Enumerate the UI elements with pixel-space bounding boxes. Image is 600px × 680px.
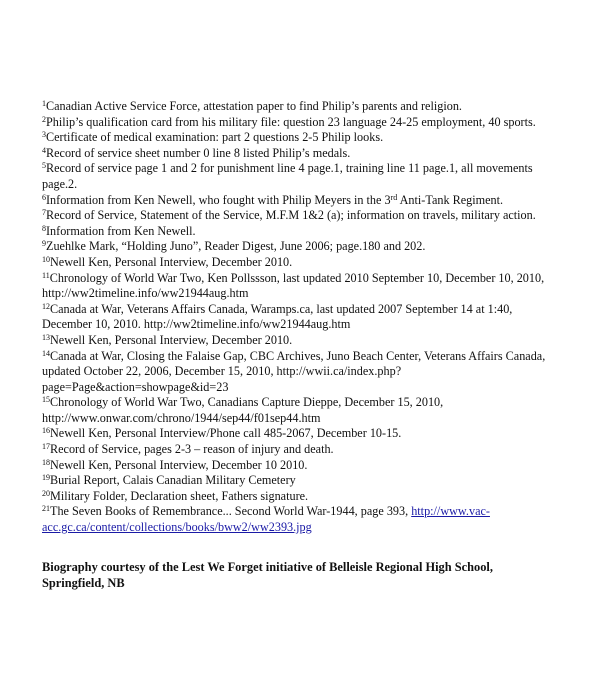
footnote-text: Canada at War, Closing the Falaise Gap, CBC Archives, Juno Beach Center, Veterans Affairs Canada, updated October 22, 2006, December 15, 2010, http://wwii.ca/index.php?page=Page&action=showpage&id=23 bbox=[42, 348, 546, 394]
footnote-text: Chronology of World War Two, Ken Pollssson, last updated 2010 September 10, December 10, 2010, http://ww2timeline.info/ww21944aug.htm bbox=[42, 270, 545, 301]
footnote-text: Burial Report, Calais Canadian Military Cemetery bbox=[50, 473, 296, 488]
footnote-text: Certificate of medical examination: part 2 questions 2-5 Philip looks. bbox=[46, 130, 384, 145]
footnote bbox=[42, 255, 552, 271]
footnote-number: 12 bbox=[42, 301, 50, 311]
footnotes-list bbox=[42, 99, 552, 536]
footnote-text: Newell Ken, Personal Interview/Phone call 485-2067, December 10-15. bbox=[50, 426, 402, 441]
footnote-text: Record of Service, pages 2-3 – reason of injury and death. bbox=[50, 442, 334, 457]
footnote-number: 13 bbox=[42, 332, 50, 342]
footnote bbox=[42, 504, 552, 535]
footnote-text: Military Folder, Declaration sheet, Fathers signature. bbox=[50, 488, 309, 503]
footnote-ordinal-suffix: rd bbox=[390, 192, 398, 202]
footnote-number: 6 bbox=[42, 192, 46, 202]
footnote bbox=[42, 458, 552, 474]
footnote-number: 9 bbox=[42, 239, 46, 249]
footnote-number: 14 bbox=[42, 348, 50, 358]
footnote bbox=[42, 442, 552, 458]
footnote-text: Philip’s qualification card from his military file: question 23 language 24-25 employment, 40 sports. bbox=[46, 114, 536, 129]
footnote-number: 19 bbox=[42, 473, 50, 483]
footnote bbox=[42, 115, 552, 131]
footnote-number: 7 bbox=[42, 208, 46, 218]
footnote bbox=[42, 395, 552, 426]
footnote bbox=[42, 271, 552, 302]
footnote-text: Record of Service, Statement of the Service, M.F.M 1&2 (a); information on travels, military action. bbox=[46, 208, 536, 223]
footnote-number: 2 bbox=[42, 114, 46, 124]
footnote bbox=[42, 473, 552, 489]
footnote-text: The Seven Books of Remembrance... Second World War-1944, page 393, bbox=[50, 504, 412, 519]
footnote-source-link[interactable]: http://www.vac-acc.gc.ca/content/collections/books/bww2/ww2393.jpg bbox=[42, 504, 490, 535]
footnote-text: Canadian Active Service Force, attestation paper to find Philip’s parents and religion. bbox=[46, 99, 462, 113]
footnote-number: 16 bbox=[42, 426, 50, 436]
footnote bbox=[42, 193, 552, 209]
footnote-text: Record of service sheet number 0 line 8 listed Philip’s medals. bbox=[46, 145, 351, 160]
footnote-number: 17 bbox=[42, 442, 50, 452]
footnote-number: 8 bbox=[42, 223, 46, 233]
biography-credit: Biography courtesy of the Lest We Forget initiative of Belleisle Regional High School, Springfield, NB bbox=[42, 559, 493, 590]
footnote-text: Information from Ken Newell. bbox=[46, 223, 196, 238]
footnote-text: Newell Ken, Personal Interview, December 2010. bbox=[50, 332, 293, 347]
footnote-number: 4 bbox=[42, 145, 46, 155]
footnote bbox=[42, 224, 552, 240]
footnote bbox=[42, 208, 552, 224]
footnote-text-continued: Anti-Tank Regiment. bbox=[397, 192, 504, 207]
footnote-text: Newell Ken, Personal Interview, December 2010. bbox=[50, 254, 293, 269]
footnote-text: Record of service page 1 and 2 for punishment line 4 page.1, training line 11 page.1, all movements page.2. bbox=[42, 161, 533, 191]
footnote-number: 20 bbox=[42, 488, 50, 498]
footnote-number: 1 bbox=[42, 99, 46, 108]
footnote bbox=[42, 333, 552, 349]
footnote bbox=[42, 130, 552, 146]
footnote-text: Chronology of World War Two, Canadians Capture Dieppe, December 15, 2010, http://www.onwar.com/chrono/1944/sep44/f01sep44.htm bbox=[42, 395, 444, 425]
footnote-number: 15 bbox=[42, 395, 50, 405]
footnote-text: Canada at War, Veterans Affairs Canada, Waramps.ca, last updated 2007 September 14 at 1:40, December 10, 2010. http://ww2timeline.info/ww21944aug.htm bbox=[42, 301, 513, 332]
footnote bbox=[42, 146, 552, 162]
footnote bbox=[42, 349, 552, 396]
footnote-number: 18 bbox=[42, 457, 50, 467]
footnote-number: 5 bbox=[42, 161, 46, 171]
footnote-number: 3 bbox=[42, 130, 46, 140]
document-page bbox=[42, 99, 552, 603]
footnote-text: Newell Ken, Personal Interview, December 10 2010. bbox=[50, 457, 308, 472]
footnote-number: 10 bbox=[42, 254, 50, 264]
footnote bbox=[42, 302, 552, 333]
footnote bbox=[42, 99, 552, 115]
footnote-number: 21 bbox=[42, 504, 50, 514]
footnote-text: Information from Ken Newell, who fought with Philip Meyers in the 3 bbox=[46, 192, 391, 207]
footnote bbox=[42, 239, 552, 255]
footnote bbox=[42, 426, 552, 442]
footnote bbox=[42, 161, 552, 192]
footnote-number: 11 bbox=[42, 270, 50, 280]
footnote-text: Zuehlke Mark, “Holding Juno”, Reader Digest, June 2006; page.180 and 202. bbox=[46, 239, 426, 254]
footnote bbox=[42, 489, 552, 505]
